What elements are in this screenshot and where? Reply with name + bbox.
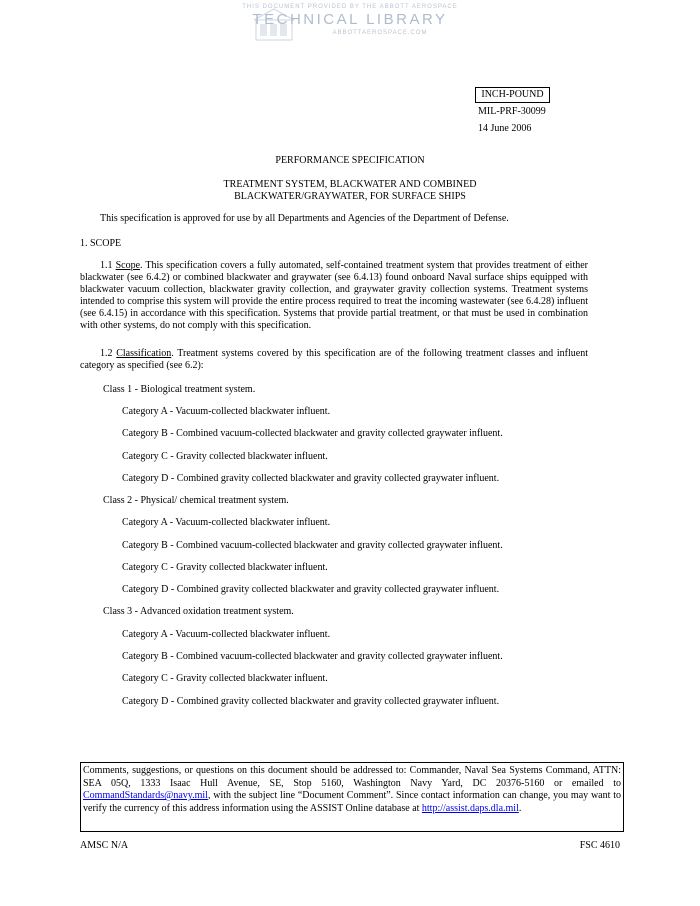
paragraph-1-1: [80, 260, 588, 332]
class-2-category-d: Category D - Combined gravity collected blackwater and gravity collected graywater influent.: [122, 584, 500, 595]
class-3-category-d: Category D - Combined gravity collected blackwater and gravity collected graywater influent.: [122, 696, 500, 707]
document-date: 14 June 2006: [478, 123, 532, 134]
assist-url-link[interactable]: http://assist.daps.dla.mil: [421, 802, 519, 814]
class-1-category-a: Category A - Vacuum-collected blackwater influent.: [122, 406, 331, 417]
class-2-category-c: Category C - Gravity collected blackwater influent.: [122, 562, 328, 573]
class-2-label: Class 2 - Physical/ chemical treatment system.: [103, 495, 289, 506]
approval-statement: This specification is approved for use by all Departments and Agencies of the Department of Defense.: [100, 213, 509, 224]
class-2-category-b: Category B - Combined vacuum-collected blackwater and gravity collected graywater influent.: [122, 540, 503, 551]
paragraph-number: 1.1: [100, 260, 116, 271]
class-3-category-b: Category B - Combined vacuum-collected blackwater and gravity collected graywater influent.: [122, 651, 503, 662]
class-1-category-d: Category D - Combined gravity collected blackwater and gravity collected graywater influent.: [122, 473, 500, 484]
class-1-category-b: Category B - Combined vacuum-collected blackwater and gravity collected graywater influent.: [122, 428, 503, 439]
footer-fsc: FSC 4610: [579, 840, 620, 851]
email-link[interactable]: CommandStandards@navy.mil: [83, 790, 208, 802]
paragraph-1-2: [80, 348, 588, 372]
paragraph-term: Scope: [115, 260, 141, 271]
class-1-category-c: Category C - Gravity collected blackwater influent.: [122, 451, 328, 462]
paragraph-number: 1.2: [100, 348, 117, 359]
paragraph-term: Classification: [116, 348, 172, 359]
comments-text: [83, 765, 621, 815]
footer-amsc: AMSC N/A: [80, 840, 129, 851]
class-3-category-a: Category A - Vacuum-collected blackwater influent.: [122, 629, 331, 640]
inch-pound-box: INCH-POUND: [475, 87, 550, 103]
comments-box: [80, 762, 624, 832]
watermark-title: TECHNICAL LIBRARY: [252, 11, 448, 28]
section-heading-scope: 1. SCOPE: [80, 238, 122, 249]
class-3-category-c: Category C - Gravity collected blackwater influent.: [122, 673, 328, 684]
comments-text-part: .: [518, 802, 522, 814]
watermark: [200, 2, 500, 46]
paragraph-text: . Treatment systems covered by this specification are of the following treatment classes and influent category as specified (see 6.2):: [80, 348, 589, 371]
title-line-2: BLACKWATER/GRAYWATER, FOR SURFACE SHIPS: [234, 191, 466, 202]
class-3-label: Class 3 - Advanced oxidation treatment system.: [103, 606, 294, 617]
comments-text-part: , with the subject line “Document Comment”. Since contact information can change, you may want to verify the currency of this address information using the ASSIST Online database at: [83, 790, 621, 814]
comments-text-part: Comments, suggestions, or questions on this document should be addressed to: Commander, Naval Sea Systems Command, ATTN: SEA 05Q, 1333 Isaac Hull Avenue, SE, Stop 5160, Washington Navy Yard, DC 20376-5160 or emailed to: [83, 765, 621, 789]
specification-type: PERFORMANCE SPECIFICATION: [275, 155, 425, 166]
class-2-category-a: Category A - Vacuum-collected blackwater influent.: [122, 517, 331, 528]
title-line-1: TREATMENT SYSTEM, BLACKWATER AND COMBINED: [223, 179, 477, 190]
watermark-url: ABBOTTAEROSPACE.COM: [332, 30, 428, 36]
watermark-top-line: THIS DOCUMENT PROVIDED BY THE ABBOTT AEROSPACE: [242, 4, 458, 10]
document-number: MIL-PRF-30099: [478, 106, 546, 117]
class-1-label: Class 1 - Biological treatment system.: [103, 384, 256, 395]
paragraph-text: . This specification covers a fully automated, self-contained treatment system that provides treatment of either blackwater (see 6.4.2) or combined blackwater and graywater (see 6.4.13) found onboard Naval surface ships equipped with blackwater vacuum collection, blackwater gravity collection, and graywater gravity collection systems. Treatment systems intended to comprise this system will provide the entire process required to treat the incoming wastewater (see 6.4.28) influent (see 6.4.15) in accordance with this specification. Systems that provide partial treatment, or that must be used in combination with other systems, do not comply with this specification.: [80, 260, 588, 331]
